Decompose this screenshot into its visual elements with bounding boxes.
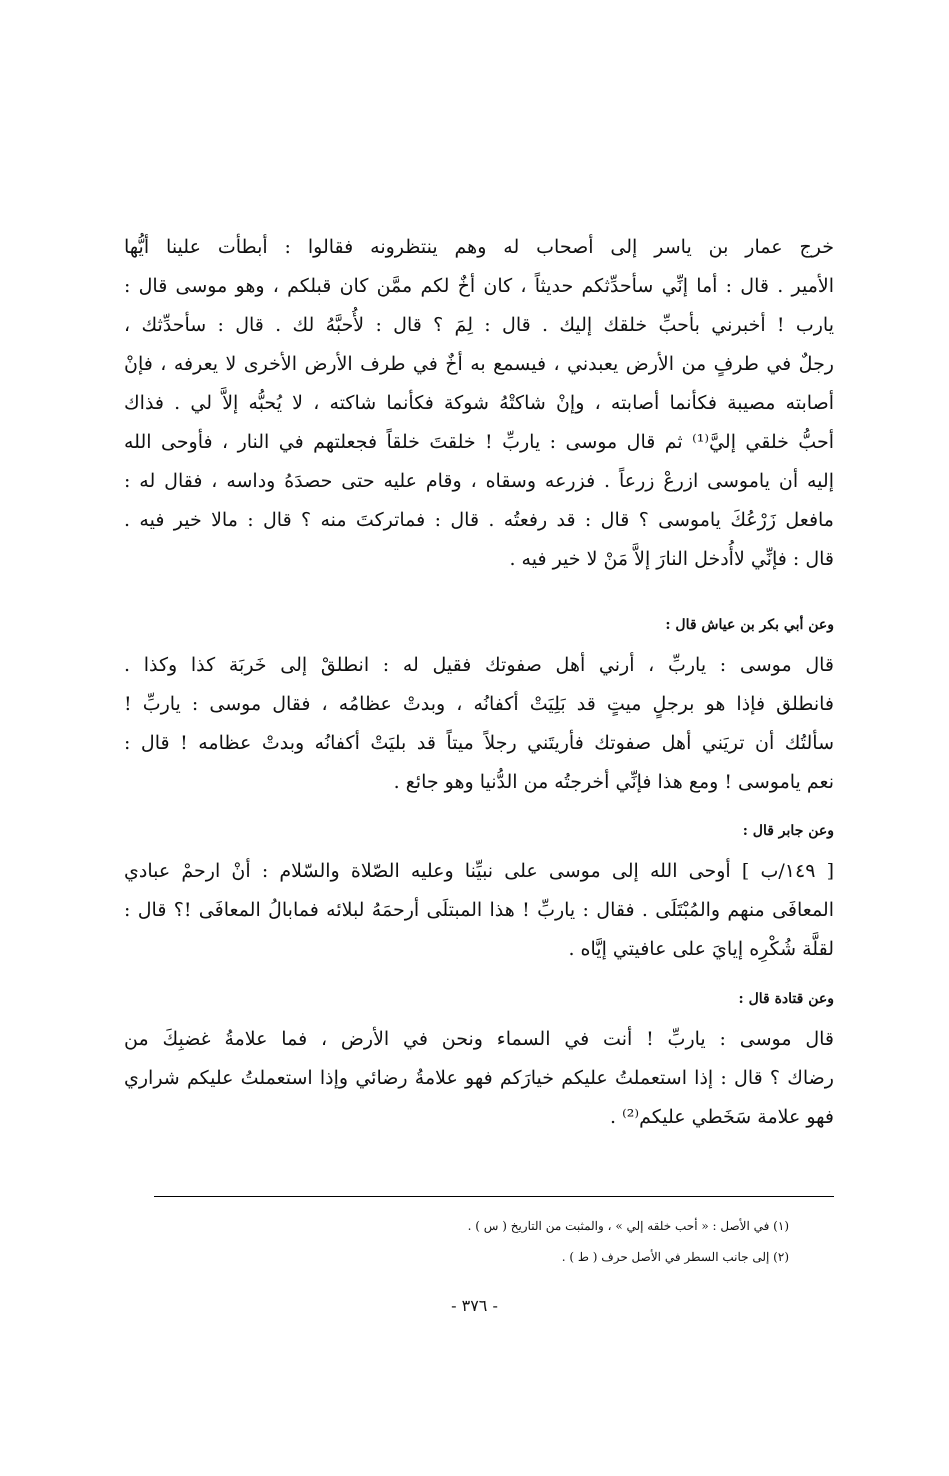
text-line: رجلٌ في طرفٍ من الأرض يعبدني ، فيسمع به أخٌ في طرف الأرض الأخرى لا يعرفه ، فإنْ <box>124 353 834 375</box>
paragraph-ammar <box>124 228 834 579</box>
section-heading-abu-bakr: وعن أبي بكر بن عياش قال : <box>665 617 834 633</box>
text-line: المعافَى منهم والمُبْتَلَى . فقال : ياربِّ ! هذا المبتلَى أرحمَهُ لبلائه فمابالُ المعافَى !؟ قال : <box>124 899 834 921</box>
text-line: قال موسى : ياربِّ ، أرني أهل صفوتك فقيل له : انطلقْ إلى خَربَة كذا وكذا . <box>124 654 834 676</box>
page-number: - ٣٧٦ - <box>451 1296 498 1315</box>
text-line: إليه أن ياموسى ازرعْ زرعاً . فزرعه وسقاه ، وقام عليه حتى حصدَهُ وداسه ، فقال له : <box>124 470 834 492</box>
text-line: [ ١٤٩/ب ] أوحى الله إلى موسى على نبيِّنا وعليه الصّلاة والسّلام : أنْ ارحمْ عبادي <box>124 860 834 882</box>
footnote-separator <box>154 1196 834 1197</box>
text-line: سألتُك أن تريَني أهل صفوتك فأريتَني رجلاً ميتاً قد بليَتْ أكفانُه وبدتْ عظامه ! قال : <box>124 732 834 754</box>
text-line: قال موسى : ياربِّ ! أنت في السماء ونحن في الأرض ، فما علامةُ غضبِكَ من <box>124 1028 834 1050</box>
text-line: أحبُّ خلقي إليَّ⁽¹⁾ ثم قال موسى : ياربِّ ! خلقتَ خلقاً فجعلتهم في النار ، فأوحى الله <box>124 431 834 453</box>
text-line: نعم ياموسى ! ومع هذا فإنِّي أخرجتُه من الدُّنيا وهو جائع . <box>393 771 834 793</box>
text-line: مافعل زَرْعُكَ ياموسى ؟ قال : قد رفعتُه . قال : فماتركتَ منه ؟ قال : مالا خير فيه . <box>124 509 834 531</box>
text-line: يارب ! أخبرني بأحبِّ خلقك إليك . قال : لِمَ ؟ قال : لأُحبَّهُ لك . قال : سأحدِّثك ، <box>124 314 834 336</box>
text-line: رضاك ؟ قال : إذا استعملتُ عليكم خيارَكم فهو علامةُ رضائي وإذا استعملتُ عليكم شراري <box>124 1067 834 1089</box>
text-line: فهو علامة سَخَطي عليكم⁽²⁾ . <box>610 1106 834 1128</box>
footnote-2: (٢) إلى جانب السطر في الأصل حرف ( ط ) . <box>561 1250 789 1264</box>
text-line: أصابته مصيبة فكأنما أصابته ، وإنْ شاكتْهُ شوكة فكأنما شاكته ، لا يُحبُّه إلاَّ لي . فذاك <box>124 392 834 414</box>
text-line: فانطلق فإذا هو برجلٍ ميتٍ قد بَلِيَتْ أكفانُه ، وبدتْ عظامُه ، فقال موسى : ياربِّ ! <box>124 693 834 715</box>
paragraph-jabir <box>124 852 834 969</box>
section-heading-jabir: وعن جابر قال : <box>742 823 834 839</box>
section-heading-qatada: وعن قتادة قال : <box>738 991 834 1007</box>
footnote-1: (١) في الأصل : « أحب خلقه إلي » ، والمثبت من التاريخ ( س ) . <box>467 1219 789 1233</box>
text-line: خرج عمار بن ياسر إلى أصحاب له وهم ينتظرونه فقالوا : أبطأت علينا أيُّها <box>124 236 834 258</box>
text-line: الأمير . قال : أما إنِّي سأحدِّثكم حديثاً ، كان أخٌ لكم ممَّن كان قبلكم ، وهو موسى قال : <box>124 275 834 297</box>
text-line: قال : فإنِّي لاأُدخل النارَ إلاَّ مَنْ لا خير فيه . <box>509 548 834 570</box>
text-line: لقلَّة شُكْرِه إيايَ على عافيتي إيَّاه . <box>568 938 834 960</box>
paragraph-qatada <box>124 1020 834 1137</box>
paragraph-abu-bakr <box>124 646 834 802</box>
